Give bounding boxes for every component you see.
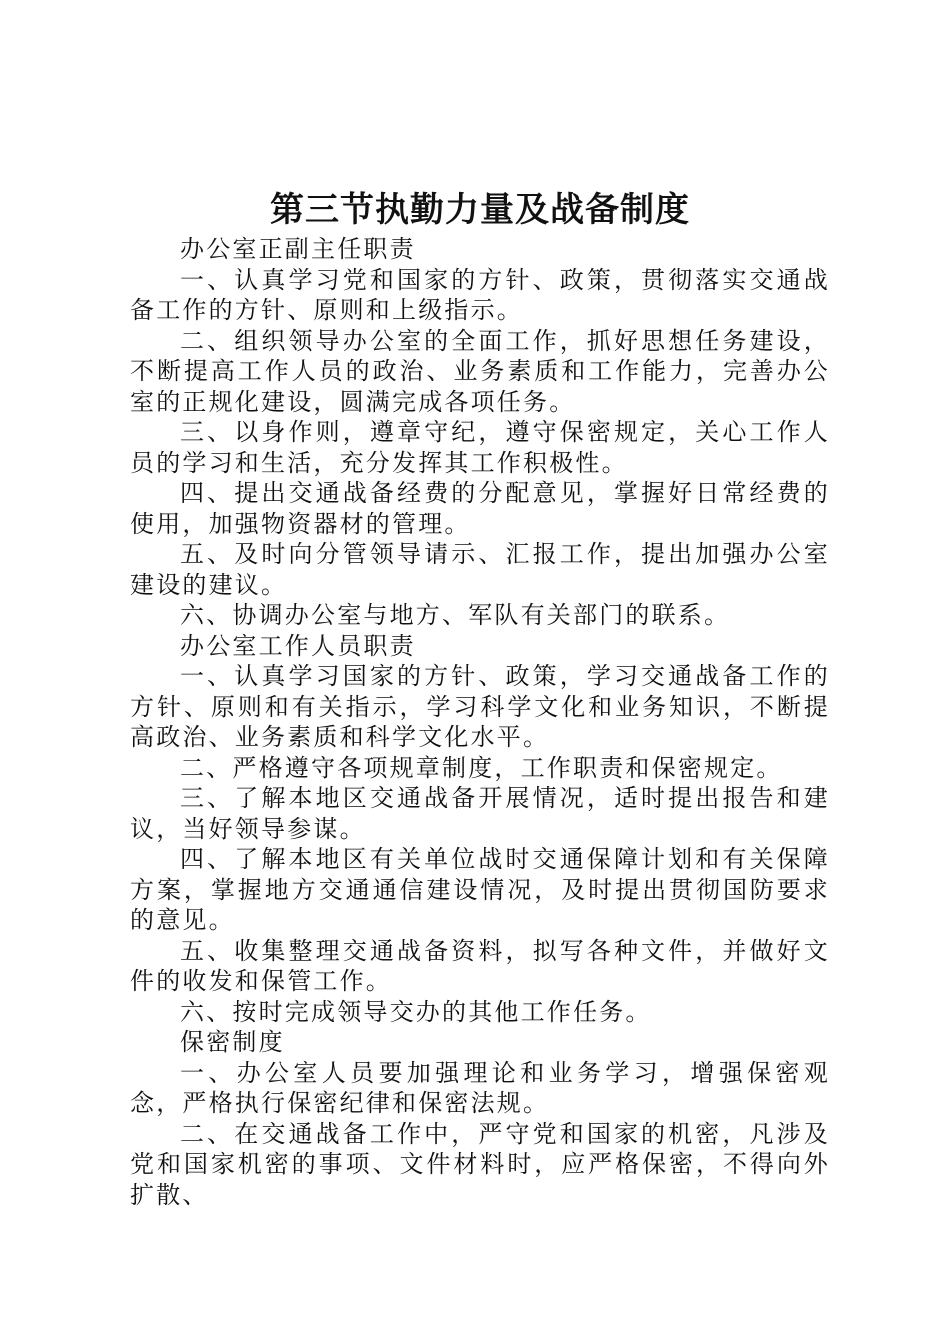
paragraph: 一、认真学习党和国家的方针、政策，贯彻落实交通战备工作的方针、原则和上级指示。 <box>130 265 830 324</box>
paragraph: 一、办公室人员要加强理论和业务学习，增强保密观念，严格执行保密纪律和保密法规。 <box>130 1058 830 1117</box>
document-title: 第三节执勤力量及战备制度 <box>270 190 690 230</box>
paragraph: 四、了解本地区有关单位战时交通保障计划和有关保障方案，掌握地方交通通信建设情况，及时提出贯彻国防要求的意见。 <box>130 845 830 934</box>
paragraph: 五、及时向分管领导请示、汇报工作，提出加强办公室建设的建议。 <box>130 540 830 599</box>
paragraph: 三、了解本地区交通战备开展情况，适时提出报告和建议，当好领导参谋。 <box>130 784 830 843</box>
section-heading: 办公室正副主任职责 <box>180 235 416 263</box>
document-body <box>130 234 830 1210</box>
paragraph: 六、协调办公室与地方、军队有关部门的联系。 <box>180 601 731 629</box>
paragraph: 三、以身作则，遵章守纪，遵守保密规定，关心工作人员的学习和生活，充分发挥其工作积极性。 <box>130 418 830 477</box>
paragraph: 六、按时完成领导交办的其他工作任务。 <box>180 997 652 1026</box>
paragraph: 二、严格遵守各项规章制度，工作职责和保密规定。 <box>180 753 783 782</box>
section-heading: 办公室工作人员职责 <box>180 631 416 660</box>
paragraph: 四、提出交通战备经费的分配意见，掌握好日常经费的使用，加强物资器材的管理。 <box>130 479 830 538</box>
section-heading: 保密制度 <box>180 1028 285 1056</box>
paragraph: 二、在交通战备工作中，严守党和国家的机密，凡涉及党和国家机密的事项、文件材料时，应严格保密，不得向外扩散、 <box>130 1119 830 1209</box>
document-page <box>130 186 830 1210</box>
paragraph: 五、收集整理交通战备资料，拟写各种文件，并做好文件的收发和保管工作。 <box>130 936 830 995</box>
paragraph: 二、组织领导办公室的全面工作，抓好思想任务建设，不断提高工作人员的政治、业务素质和工作能力，完善办公室的正规化建设，圆满完成各项任务。 <box>130 326 830 416</box>
paragraph: 一、认真学习国家的方针、政策，学习交通战备工作的方针、原则和有关指示，学习科学文化和业务知识，不断提高政治、业务素质和科学文化水平。 <box>130 662 830 751</box>
